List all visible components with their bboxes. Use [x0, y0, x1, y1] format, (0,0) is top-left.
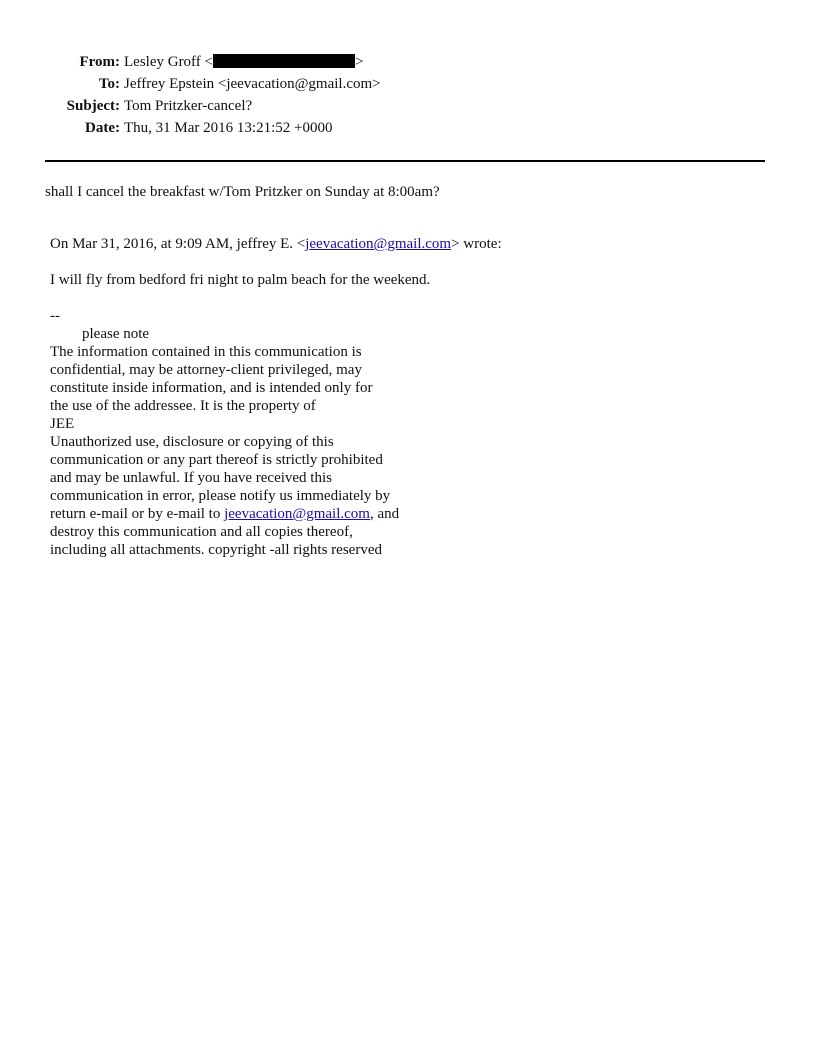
signature-note: please note — [82, 326, 150, 342]
disclaimer-line: Unauthorized use, disclosure or copying of this — [50, 434, 334, 450]
header-divider — [45, 160, 765, 162]
from-row — [0, 52, 363, 72]
quote-intro-after: > wrote: — [451, 236, 502, 252]
to-row — [0, 74, 381, 94]
disclaimer-line: the use of the addressee. It is the property of — [50, 398, 316, 414]
disclaimer-line: The information contained in this communication is — [50, 344, 362, 360]
quote-intro-before: On Mar 31, 2016, at 9:09 AM, jeffrey E. < — [50, 236, 306, 252]
from-label: From: — [79, 54, 120, 70]
date-row — [0, 118, 332, 138]
subject-row — [0, 96, 252, 116]
quote-email-link[interactable]: jeevacation@gmail.com — [305, 236, 452, 252]
subject-label: Subject: — [66, 98, 120, 114]
redaction-bar — [213, 54, 355, 68]
to-value: Jeffrey Epstein <jeevacation@gmail.com> — [124, 76, 381, 92]
subject-value: Tom Pritzker-cancel? — [124, 98, 253, 114]
date-label: Date: — [85, 120, 120, 136]
from-name: Lesley Groff < — [124, 54, 213, 70]
signature-dashes: -- — [50, 308, 60, 324]
message-text: shall I cancel the breakfast w/Tom Pritzker on Sunday at 8:00am? — [45, 184, 440, 200]
disclaimer-email-line — [50, 505, 399, 523]
from-close: > — [355, 54, 364, 70]
disclaimer-line: including all attachments. copyright -all rights reserved — [50, 542, 382, 558]
disclaimer-line: JEE — [50, 416, 75, 432]
disclaimer-line: communication or any part thereof is strictly prohibited — [50, 452, 383, 468]
from-value — [124, 52, 363, 72]
disclaimer-line: communication in error, please notify us immediately by — [50, 488, 391, 504]
disclaimer-email-link[interactable]: jeevacation@gmail.com — [224, 506, 370, 522]
quoted-message: I will fly from bedford fri night to palm beach for the weekend. — [50, 272, 431, 288]
quote-intro — [50, 235, 502, 253]
disclaimer-email-after: , and — [369, 506, 400, 522]
date-value: Thu, 31 Mar 2016 13:21:52 +0000 — [124, 120, 333, 136]
disclaimer-line: confidential, may be attorney-client privileged, may — [50, 362, 362, 378]
disclaimer-line: and may be unlawful. If you have received this — [50, 470, 332, 486]
to-label: To: — [98, 76, 120, 92]
disclaimer-email-before: return e-mail or by e-mail to — [50, 506, 225, 522]
disclaimer-line: destroy this communication and all copies thereof, — [50, 524, 353, 540]
disclaimer-line: constitute inside information, and is intended only for — [50, 380, 373, 396]
